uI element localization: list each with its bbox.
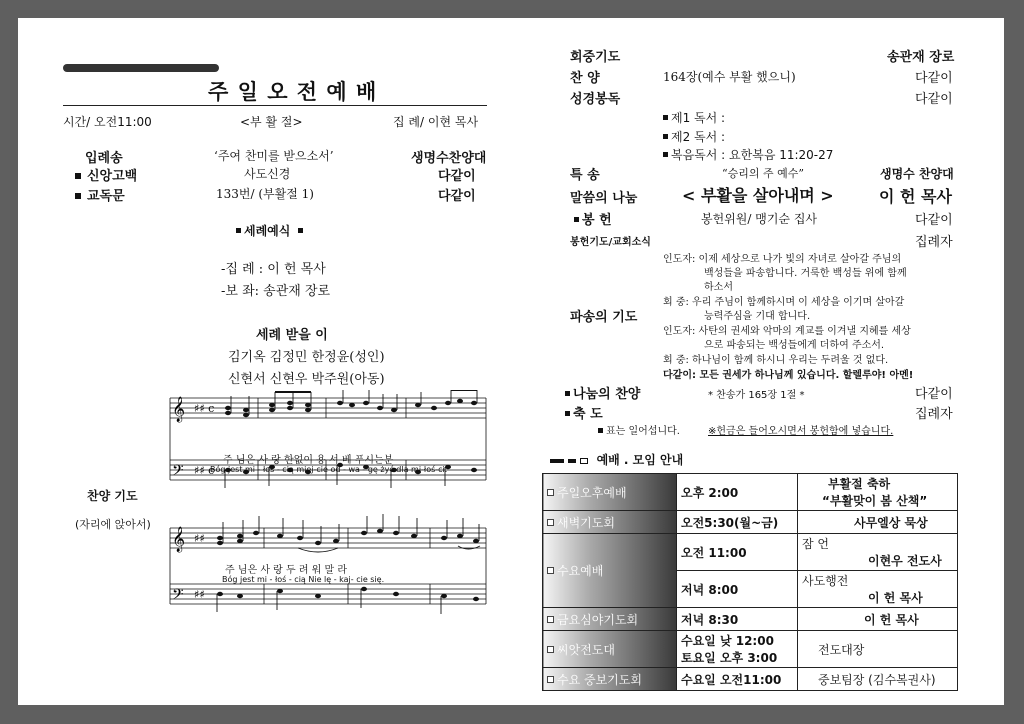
order-item-mid: 133번/ (부활절 1) (216, 187, 314, 201)
schedule-time: 저녁 8:30 (677, 608, 798, 631)
order-item-name: 성경봉독 (570, 92, 621, 107)
order-item-name: 회중기도 (570, 50, 621, 65)
schedule-detail: 중보팀장 (김수복권사) (798, 668, 958, 691)
bullet-icon (298, 228, 303, 233)
standing-note: 표는 일어섭니다. (598, 422, 680, 437)
box-icon (547, 616, 554, 623)
schedule-time: 오전 11:00 (677, 534, 798, 571)
heading-marker-icon (580, 458, 588, 464)
reading-item: 제1 독서 : (663, 109, 725, 126)
score-lyrics-korean: 주 님은 사 랑 한없이 용 서 베 푸시는분 (223, 455, 394, 466)
bullet-icon (565, 411, 570, 416)
closing-hymn-right: 다같이 (915, 387, 953, 402)
order-item-right: 다같이 (438, 189, 476, 204)
svg-text:𝄞: 𝄞 (172, 397, 186, 422)
sending-line: 능력주심을 기대 합니다. (704, 311, 811, 322)
bulletin-page (18, 18, 1004, 705)
hymn-prayer-label: 찬양 기도 (87, 489, 138, 503)
bullet-icon (663, 152, 668, 157)
special-song-choir: 생명수 찬양대 (880, 167, 954, 181)
schedule-detail: 잠 언 이현우 전도사 (798, 534, 958, 571)
special-song-title: “승리의 주 예수” (722, 167, 804, 180)
sending-line: 다같이: 모든 권세가 하나님께 있습니다. 할렐루야! 아멘! (663, 370, 914, 381)
schedule-detail: 전도대장 (798, 631, 958, 668)
recipients-adult: 김기옥 김정민 한정윤(성인) (228, 350, 385, 365)
sending-line: 인도자: 사탄의 권세와 악마의 계교를 이겨낼 지혜를 세상 (663, 326, 911, 337)
recipients-child: 신현서 신현우 박주원(아동) (228, 372, 385, 387)
order-item-right: 다같이 (438, 169, 476, 184)
schedule-label: 주일오후예배 (543, 474, 677, 511)
order-item-name: 교독문 (75, 185, 125, 204)
title-rule (63, 105, 487, 106)
baptism-heading: 세례예식 (236, 222, 306, 239)
offering-note: ※헌금은 들어오시면서 봉헌함에 넣습니다. (708, 426, 894, 437)
offering-label: 봉 헌 (574, 209, 612, 228)
recipients-heading: 세례 받을 이 (256, 328, 328, 343)
svg-text:𝄢: 𝄢 (172, 462, 184, 483)
offering-right: 다같이 (915, 213, 953, 228)
sermon-label: 말씀의 나눔 (570, 191, 638, 206)
closing-hymn-label: 나눔의 찬양 (565, 383, 640, 402)
score-lyrics-polish: Bóg jest mi - łoś - cią Nie lę - kaj- cie się. (222, 575, 385, 584)
schedule-label: 씨앗전도대 (543, 631, 677, 668)
service-leader: 집 례/ 이현 목사 (393, 115, 479, 129)
sending-line: 회 중: 우리 주님이 함께하시며 이 세상을 이기며 살아갈 (663, 297, 905, 308)
table-row (543, 474, 958, 511)
order-item-name: 찬 양 (570, 71, 600, 86)
reading-item: 제2 독서 : (663, 128, 725, 145)
order-item-mid: 164장(예수 부활 했으니) (663, 70, 796, 84)
bullet-icon (598, 428, 603, 433)
special-song-label: 특 송 (570, 168, 600, 183)
schedule-time: 오후 2:00 (677, 474, 798, 511)
score-lyrics-polish: Bóg jest mi - łoś - cią miej-cie od - wa - gę żyć dla mi-łoś-ci. (210, 465, 448, 474)
schedule-detail: 이 헌 목사 (798, 608, 958, 631)
table-row (543, 608, 958, 631)
sermon-preacher: 이 헌 목사 (879, 187, 952, 206)
schedule-heading: 예배 . 모임 안내 (550, 451, 683, 468)
box-icon (547, 519, 554, 526)
blessing-label: 축 도 (565, 403, 603, 422)
schedule-label: 수요 중보기도회 (543, 668, 677, 691)
heading-marker-icon (550, 459, 564, 463)
schedule-table (542, 473, 958, 691)
notices-right: 집례자 (915, 235, 953, 250)
schedule-time: 수요일 낮 12:00 토요일 오후 3:00 (677, 631, 798, 668)
hymn-prayer-sub: (자리에 앉아서) (75, 518, 151, 531)
order-item-right: 다같이 (915, 92, 953, 107)
table-row (543, 534, 958, 571)
box-icon (547, 567, 554, 574)
schedule-time: 수요일 오전11:00 (677, 668, 798, 691)
schedule-detail: 사도행전 이 헌 목사 (798, 571, 958, 608)
svg-text:♯♯ c: ♯♯ c (194, 402, 215, 415)
bullet-icon (663, 115, 668, 120)
bullet-icon (574, 217, 579, 222)
schedule-label: 금요심야기도회 (543, 608, 677, 631)
page-title: 주 일 오 전 예 배 (208, 79, 378, 104)
closing-hymn-title: * 찬송가 165장 1절 * (708, 390, 805, 401)
order-item-mid: ‘주여 찬미를 받으소서’ (214, 149, 334, 163)
blessing-right: 집례자 (915, 407, 953, 422)
sending-line: 으로 파송되는 백성들에게 더하여 주소서. (704, 340, 885, 351)
schedule-time: 저녁 8:00 (677, 571, 798, 608)
sending-line: 백성들을 파송합니다. 거룩한 백성들 위에 함께 (704, 268, 907, 279)
order-item-mid: 사도신경 (244, 167, 291, 181)
notices-label: 봉헌기도/교회소식 (570, 237, 651, 248)
table-row (543, 511, 958, 534)
sermon-title: < 부활을 살아내며 > (682, 186, 834, 205)
bullet-icon (236, 228, 241, 233)
order-item-right: 생명수찬양대 (411, 151, 487, 166)
svg-text:𝄞: 𝄞 (172, 527, 186, 552)
baptism-officiant: -집 례 : 이 헌 목사 (221, 262, 326, 277)
order-item-name: 신앙고백 (75, 165, 137, 184)
schedule-detail: 사무엘상 묵상 (798, 511, 958, 534)
box-icon (547, 646, 554, 653)
svg-text:𝄢: 𝄢 (172, 586, 184, 607)
bullet-icon (565, 391, 570, 396)
music-score-1 (168, 390, 488, 505)
service-time: 시간/ 오전11:00 (63, 115, 152, 129)
order-item-name: 입례송 (85, 151, 123, 166)
sending-line: 하소서 (704, 282, 733, 293)
schedule-time: 오전5:30(월~금) (677, 511, 798, 534)
score-lyrics-korean: 주 님은 사 랑 두 려 워 말 라 (225, 565, 348, 576)
box-icon (547, 676, 554, 683)
bullet-icon (663, 134, 668, 139)
title-bar (63, 64, 219, 72)
box-icon (547, 489, 554, 496)
sending-prayer-label: 파송의 기도 (570, 310, 638, 325)
heading-marker-icon (568, 459, 576, 463)
baptism-assistant: -보 좌: 송관재 장로 (221, 284, 331, 299)
sending-line: 인도자: 이제 세상으로 나가 빛의 자녀로 살아갈 주님의 (663, 254, 902, 265)
bullet-icon (75, 193, 81, 199)
schedule-label: 새벽기도회 (543, 511, 677, 534)
schedule-label: 수요예배 (543, 534, 677, 608)
table-row (543, 668, 958, 691)
order-item-right: 다같이 (915, 71, 953, 86)
svg-text:♯♯: ♯♯ (194, 588, 205, 601)
svg-text:♯♯ c: ♯♯ c (194, 464, 215, 477)
reading-item: 복음독서 : 요한복음 11:20-27 (663, 146, 833, 163)
table-row (543, 631, 958, 668)
service-occasion: <부 활 절> (240, 115, 303, 129)
svg-text:♯♯: ♯♯ (194, 532, 205, 545)
order-item-right: 송관재 장로 (887, 50, 955, 65)
sending-line: 회 중: 하나님이 함께 하시니 우리는 두려울 것 없다. (663, 355, 889, 366)
schedule-detail: 부활절 축하 “부활맞이 봄 산책” (798, 474, 958, 511)
offering-members: 봉헌위원/ 맹기순 집사 (701, 212, 818, 226)
bullet-icon (75, 173, 81, 179)
